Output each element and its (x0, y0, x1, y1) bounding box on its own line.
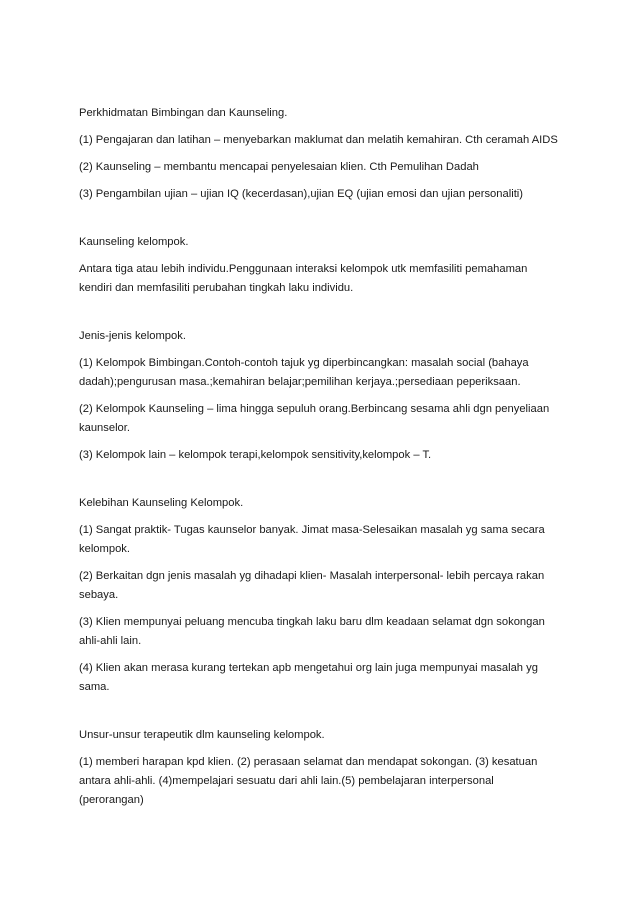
section-heading: Jenis-jenis kelompok. (79, 330, 186, 342)
paragraph: Antara tiga atau lebih individu.Penggunaan interaksi kelompok utk memfasiliti pemahaman kendiri dan memfasiliti perubahan tingkah laku individu. (79, 263, 528, 294)
section-heading: Perkhidmatan Bimbingan dan Kaunseling. (79, 107, 288, 119)
list-item: (2) Kelompok Kaunseling – lima hingga sepuluh orang.Berbincang sesama ahli dgn penyeliaan kaunselor. (79, 403, 550, 434)
section-kelebihan (79, 494, 559, 697)
list-item: (4) Klien akan merasa kurang tertekan apb mengetahui org lain juga mempunyai masalah yg sama. (79, 662, 538, 693)
list-item: (1) Kelompok Bimbingan.Contoh-contoh tajuk yg diperbincangkan: masalah social (bahaya dadah);pengurusan masa.;kemahiran belajar;pemilihan kerjaya.;persediaan peperiksaan. (79, 357, 529, 388)
section-jenis-kelompok (79, 327, 559, 465)
list-item: (3) Pengambilan ujian – ujian IQ (kecerdasan),ujian EQ (ujian emosi dan ujian personaliti) (79, 188, 524, 200)
list-item: (3) Klien mempunyai peluang mencuba tingkah laku baru dlm keadaan selamat dgn sokongan ahli-ahli lain. (79, 616, 545, 647)
list-item: (2) Berkaitan dgn jenis masalah yg dihadapi klien- Masalah interpersonal- lebih percaya rakan sebaya. (79, 570, 545, 601)
section-heading: Kelebihan Kaunseling Kelompok. (79, 497, 244, 509)
section-kaunseling-kelompok (79, 233, 559, 298)
list-item: (2) Kaunseling – membantu mencapai penyelesaian klien. Cth Pemulihan Dadah (79, 161, 479, 173)
list-item: (1) Pengajaran dan latihan – menyebarkan maklumat dan melatih kemahiran. Cth ceramah AIDS (79, 134, 558, 146)
section-heading: Unsur-unsur terapeutik dlm kaunseling kelompok. (79, 729, 325, 741)
section-perkhidmatan (79, 104, 559, 204)
section-unsur-terapeutik (79, 726, 559, 810)
list-item: (1) Sangat praktik- Tugas kaunselor banyak. Jimat masa-Selesaikan masalah yg sama secara kelompok. (79, 524, 545, 555)
section-heading: Kaunseling kelompok. (79, 236, 189, 248)
list-item: (3) Kelompok lain – kelompok terapi,kelompok sensitivity,kelompok – T. (79, 449, 432, 461)
document-body (79, 104, 559, 818)
paragraph: (1) memberi harapan kpd klien. (2) perasaan selamat dan mendapat sokongan. (3) kesatuan antara ahli-ahli. (4)mempelajari sesuatu dari ahli lain.(5) pembelajaran interpersonal (perorangan) (79, 756, 538, 806)
